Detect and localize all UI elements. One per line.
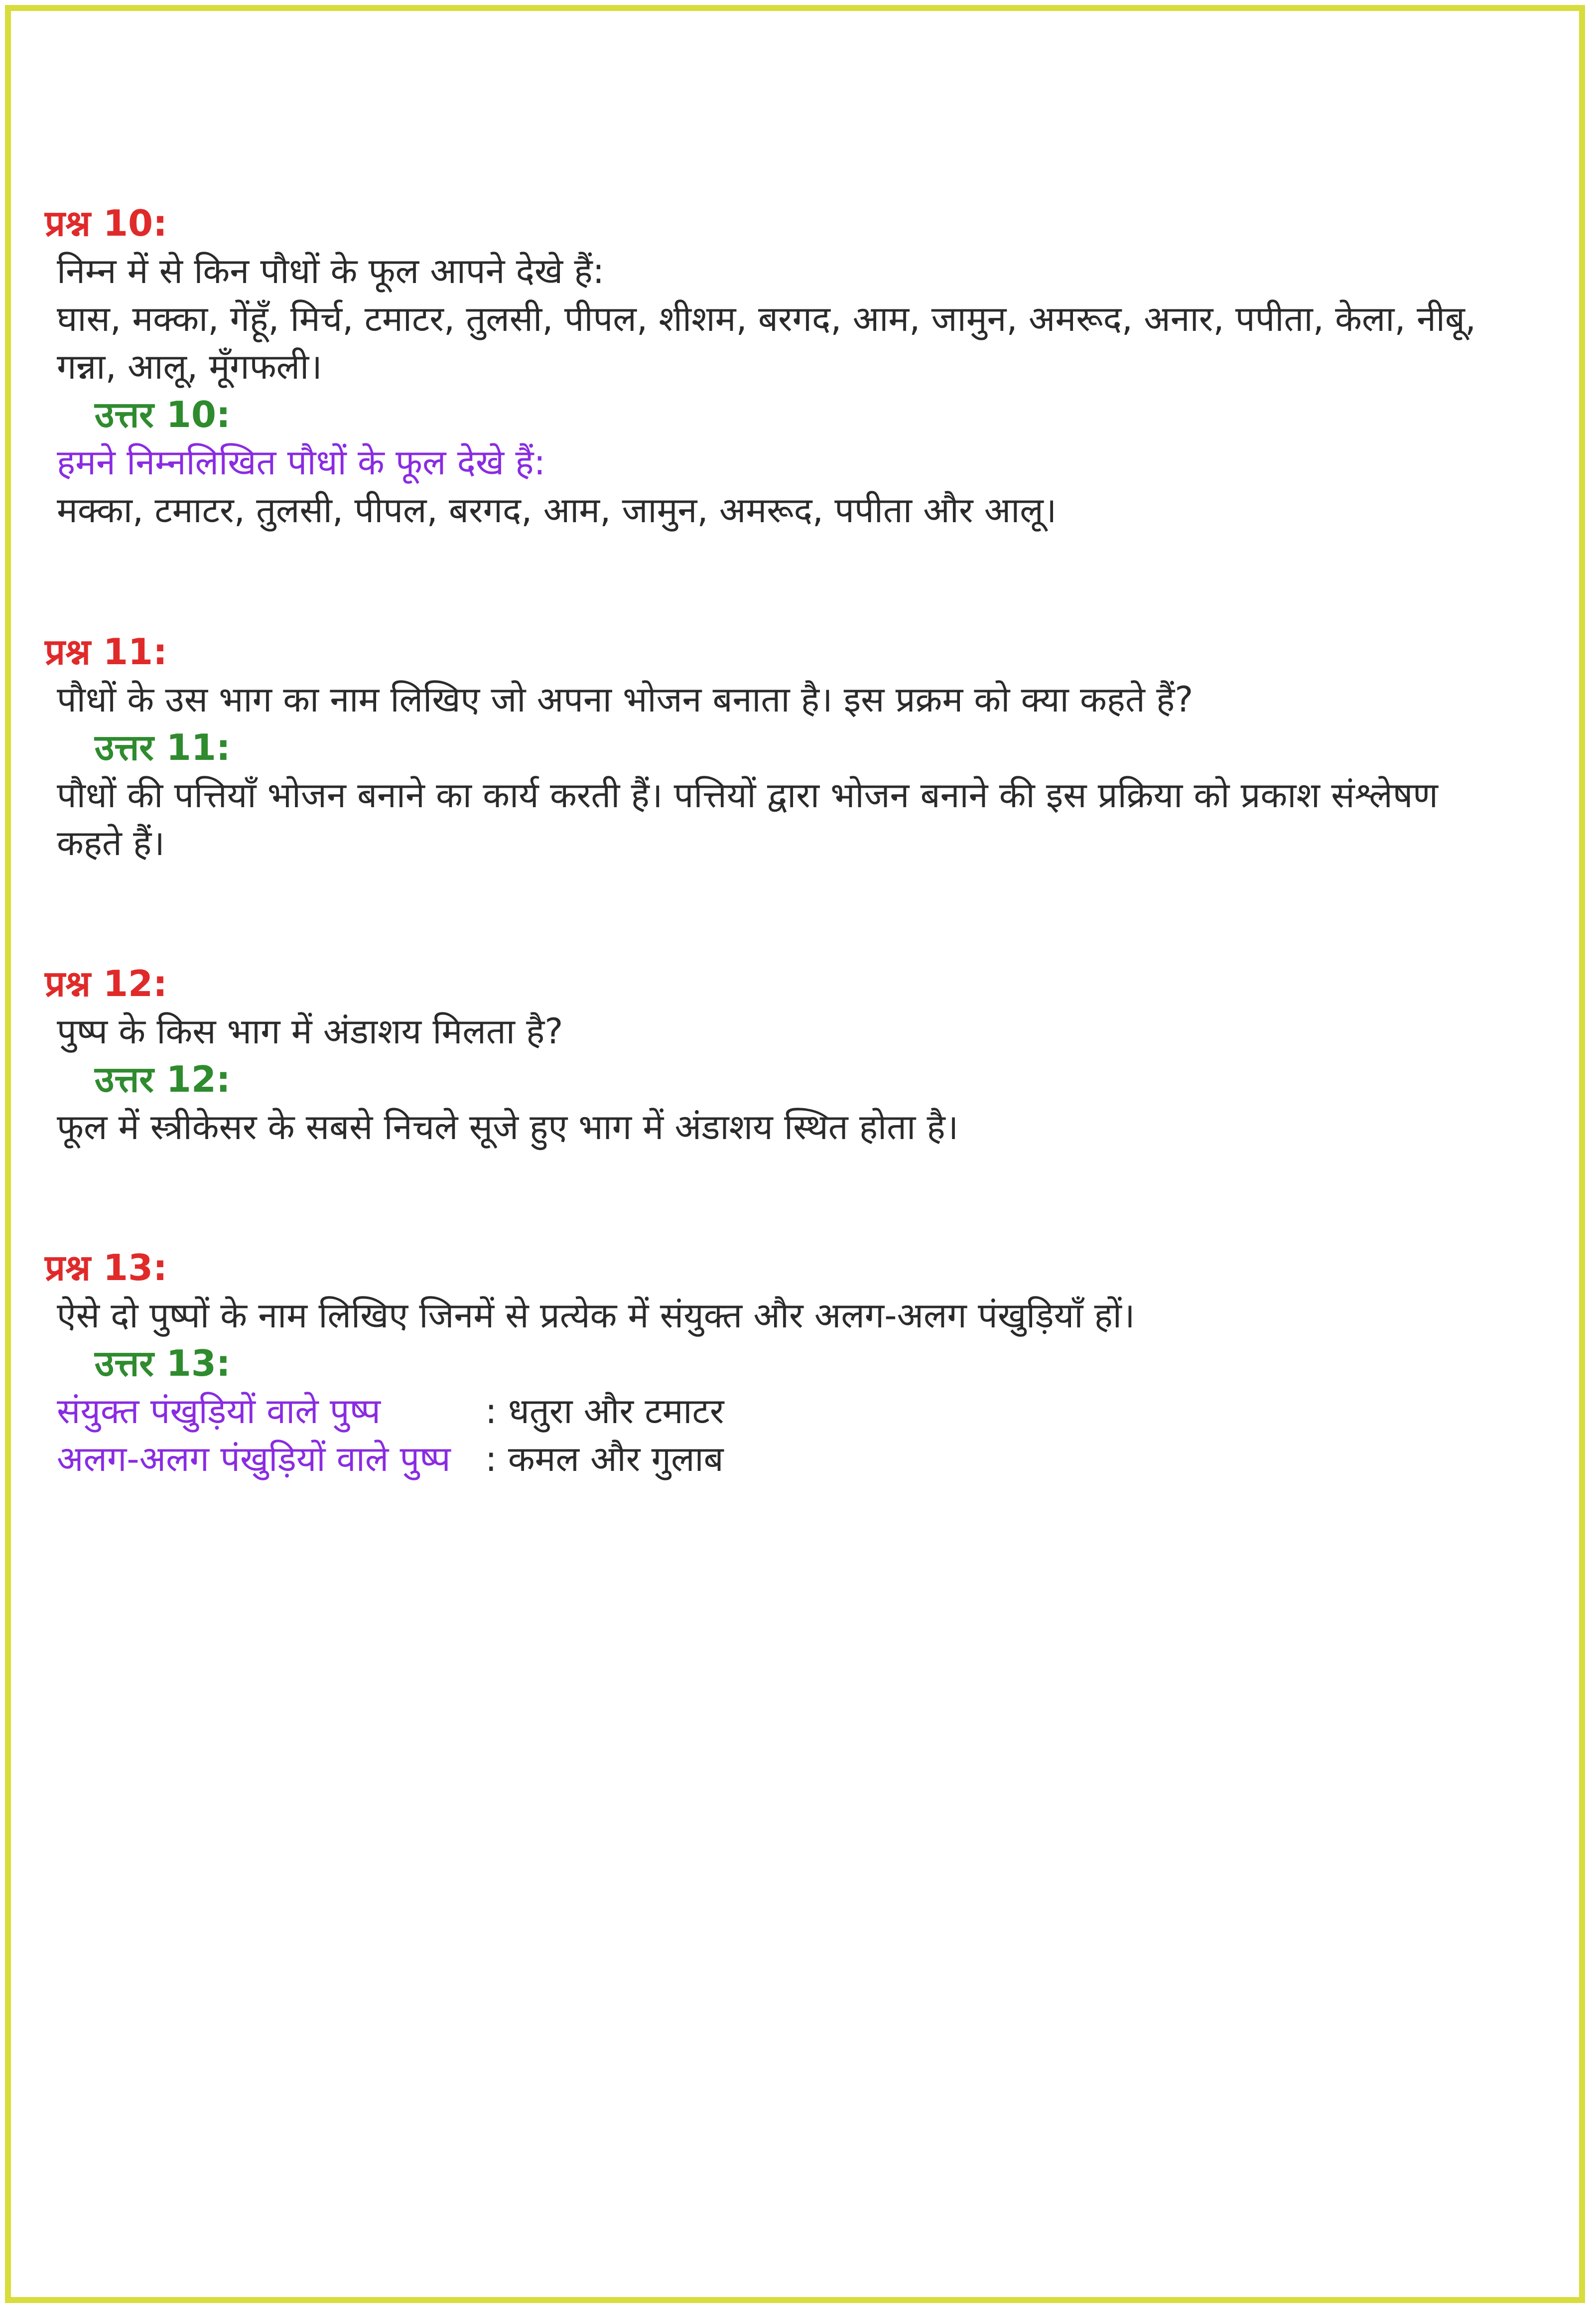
answer-pair-label: संयुक्त पंखुड़ियों वाले पुष्प <box>57 1391 381 1432</box>
question-text: पुष्प के किस भाग में अंडाशय मिलता है? <box>57 1011 563 1052</box>
answer-pair-label: अलग-अलग पंखुड़ियों वाले पुष्प <box>57 1439 451 1479</box>
question-text: ऐसे दो पुष्पों के नाम लिखिए जिनमें से प्रत्येक में संयुक्त और अलग-अलग पंखुड़ियाँ हों। <box>57 1295 1135 1336</box>
question-label: प्रश्न 10: <box>45 202 167 244</box>
qa-block-11 <box>45 628 1549 867</box>
qa-block-13 <box>45 1244 1549 1483</box>
answer-pair-value: : धतुरा और टमाटर <box>485 1391 724 1432</box>
answer-text: पौधों की पत्तियाँ भोजन बनाने का कार्य करती हैं। पत्तियों द्वारा भोजन बनाने की इस प्रक्रिया को प्रकाश संश्लेषण <box>57 775 1438 816</box>
answer-text: मक्का, टमाटर, तुलसी, पीपल, बरगद, आम, जामुन, अमरूद, पपीता और आलू। <box>57 490 1057 531</box>
answer-text: कहते हैं। <box>57 823 165 864</box>
answer-pair-value: : कमल और गुलाब <box>485 1439 724 1479</box>
answer-pair-row <box>57 1435 1549 1483</box>
question-label: प्रश्न 12: <box>45 963 167 1005</box>
page-content <box>45 199 1549 1483</box>
answer-label: उत्तर 10: <box>95 394 231 435</box>
question-text: पौधों के उस भाग का नाम लिखिए जो अपना भोजन बनाता है। इस प्रक्रम को क्या कहते हैं? <box>57 679 1194 720</box>
question-text: निम्न में से किन पौधों के फूल आपने देखे हैं: <box>57 251 605 291</box>
answer-pair-row <box>57 1387 1549 1435</box>
question-label: प्रश्न 11: <box>45 631 167 673</box>
qa-block-10 <box>45 199 1549 534</box>
answer-label: उत्तर 11: <box>95 726 231 768</box>
answer-text: फूल में स्त्रीकेसर के सबसे निचले सूजे हुए भाग में अंडाशय स्थित होता है। <box>57 1107 959 1148</box>
question-text: गन्ना, आलू, मूँगफली। <box>57 346 322 387</box>
question-text: घास, मक्का, गेंहूँ, मिर्च, टमाटर, तुलसी, पीपल, शीशम, बरगद, आम, जामुन, अमरूद, अनार, पपीता, केला, नीबू, <box>57 298 1476 339</box>
answer-label: उत्तर 12: <box>95 1058 231 1100</box>
answer-label: उत्तर 13: <box>95 1342 231 1384</box>
qa-block-12 <box>45 960 1549 1151</box>
answer-intro: हमने निम्नलिखित पौधों के फूल देखे हैं: <box>57 442 546 483</box>
question-label: प्रश्न 13: <box>45 1247 167 1289</box>
